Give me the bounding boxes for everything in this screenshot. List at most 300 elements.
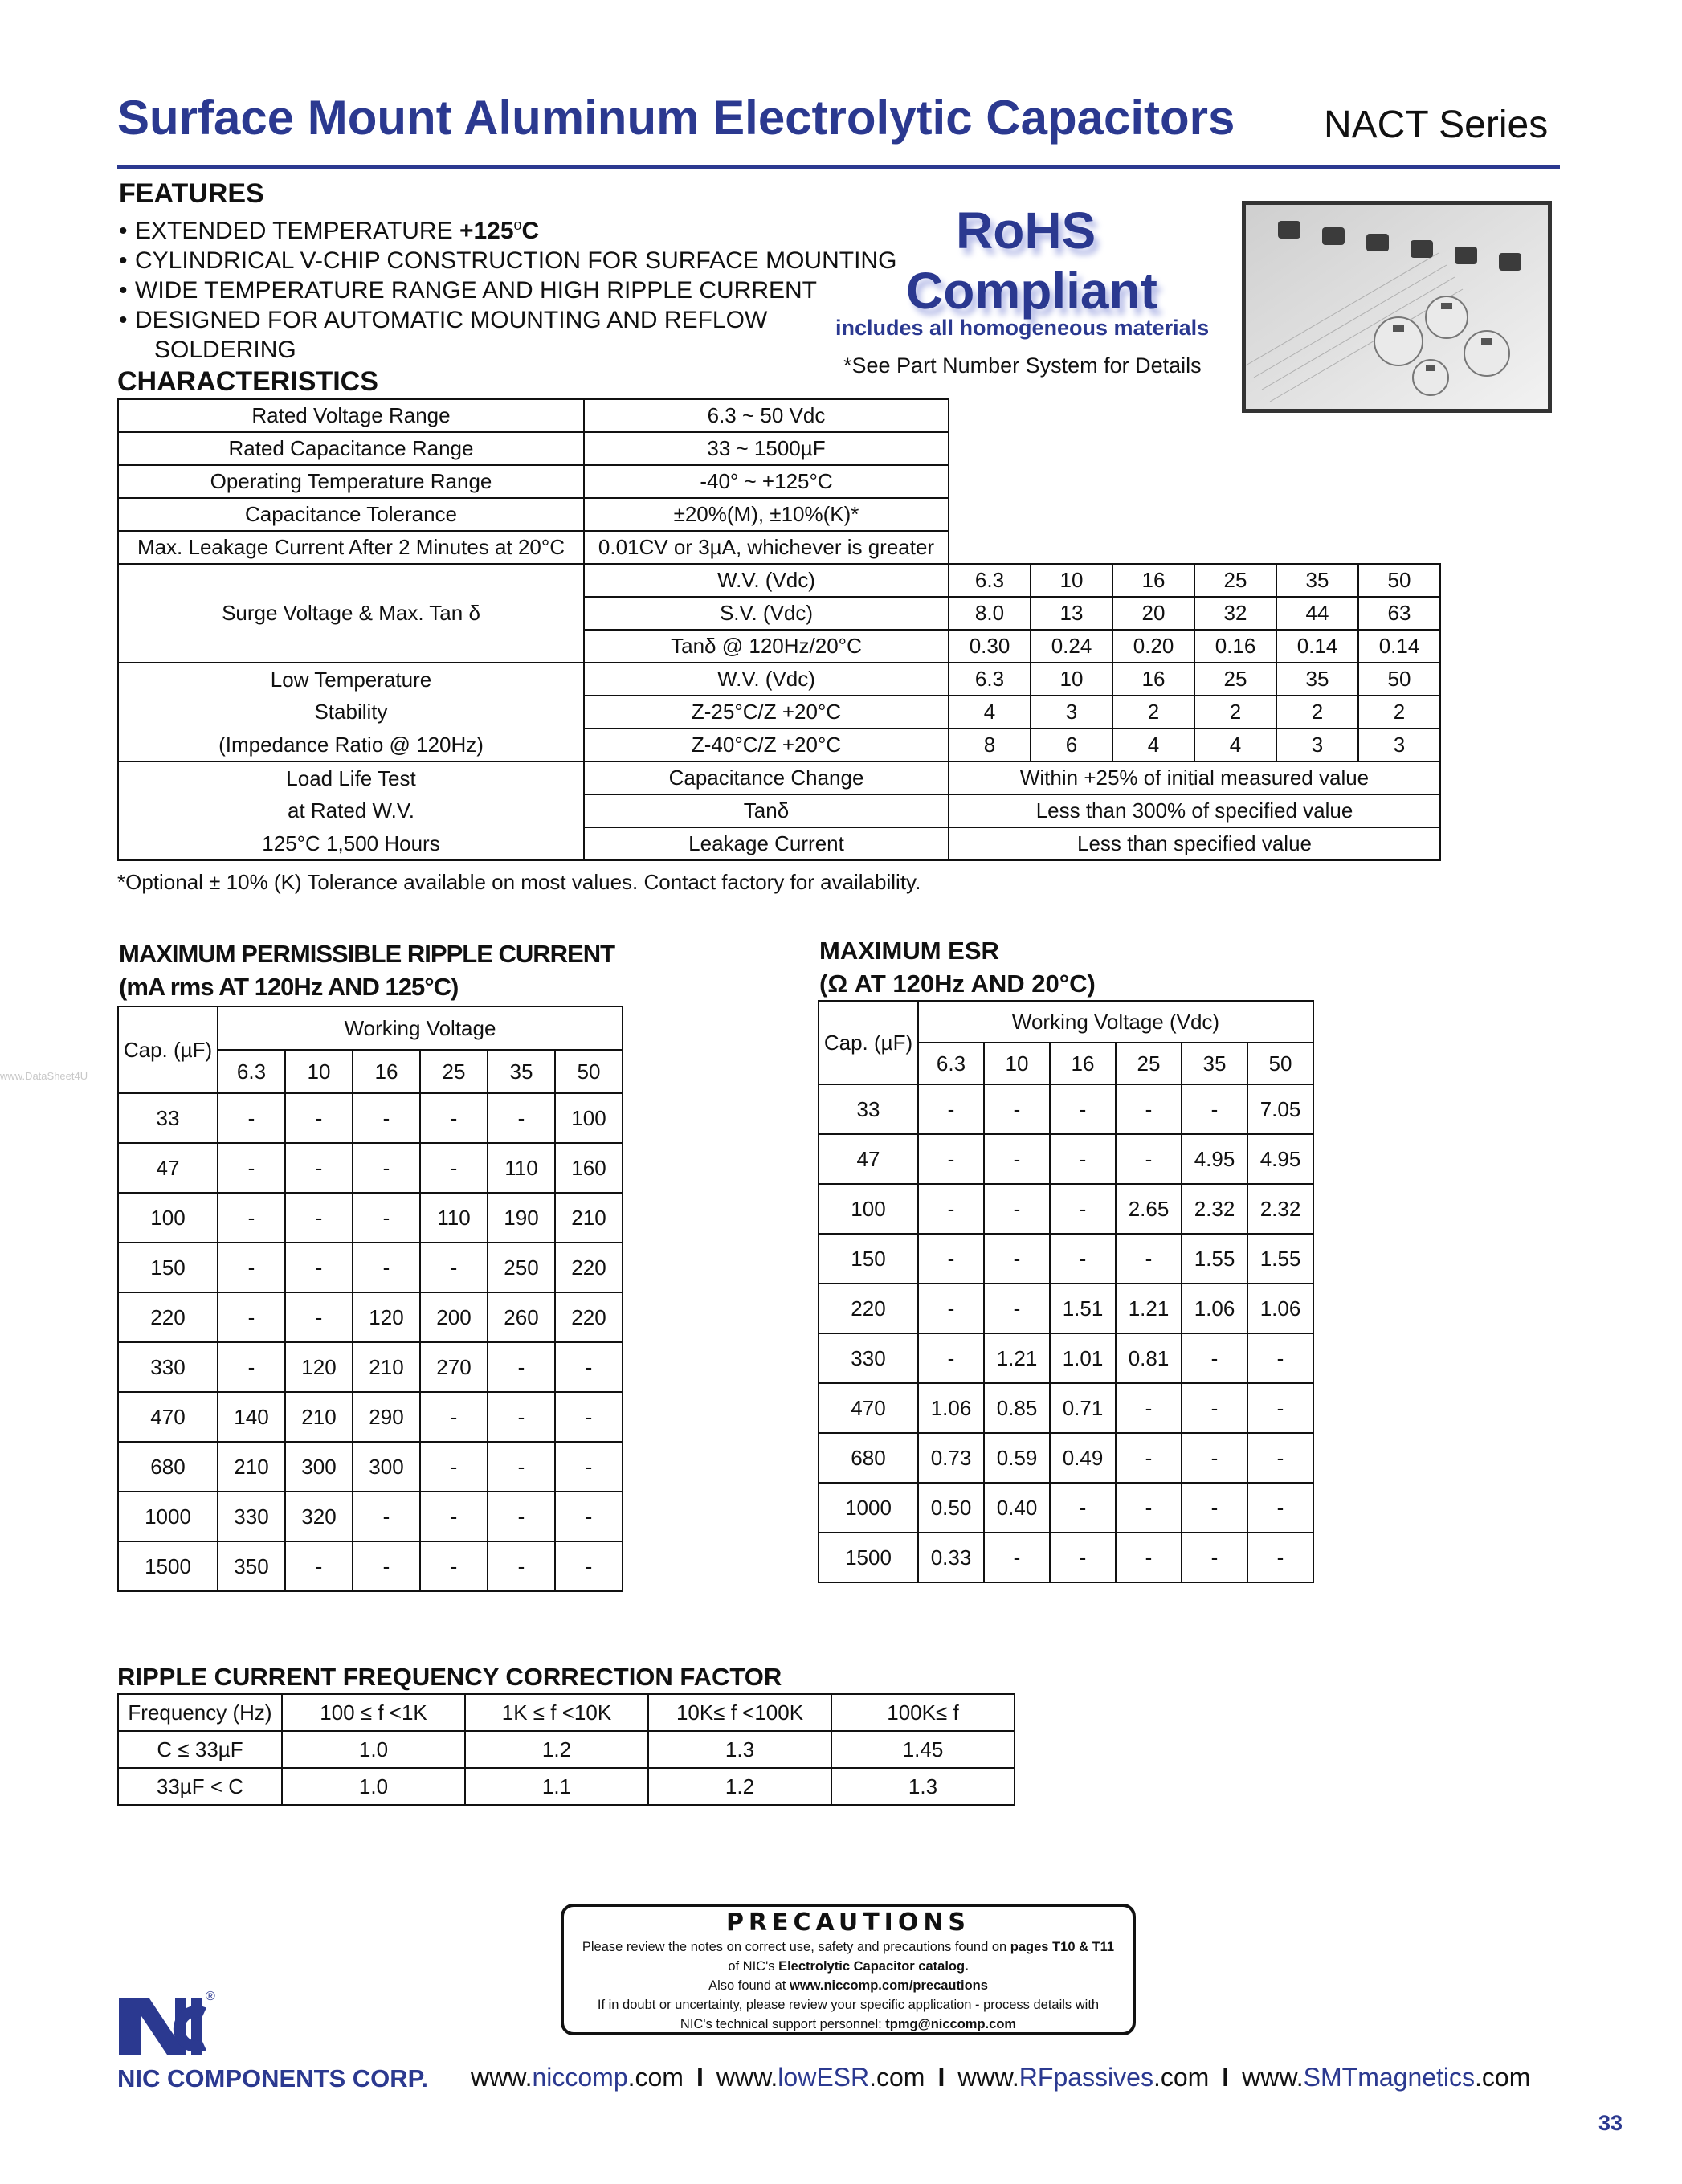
table-row: [118, 1143, 623, 1193]
cell: 210: [353, 1342, 420, 1392]
table-row: [118, 1392, 623, 1442]
ripple-heading: [119, 937, 614, 1003]
cell: 3: [1031, 696, 1112, 729]
cell: -: [285, 1292, 353, 1342]
cell: -: [285, 1541, 353, 1591]
cell: -: [218, 1093, 285, 1143]
cell: 1.2: [465, 1731, 648, 1768]
cell: C ≤ 33µF: [118, 1731, 282, 1768]
feature-item: • CYLINDRICAL V-CHIP CONSTRUCTION FOR SURFACE MOUNTING: [119, 247, 897, 274]
row-label: W.V. (Vdc): [584, 564, 949, 597]
char-value: 6.3 ~ 50 Vdc: [584, 399, 949, 432]
cell: -: [984, 1284, 1050, 1333]
cell: -: [218, 1143, 285, 1193]
cap-value: 220: [819, 1284, 918, 1333]
cell: 20: [1112, 597, 1194, 630]
cap-value: 33: [118, 1093, 218, 1143]
voltage-header: 16: [353, 1050, 420, 1093]
features-list: [119, 210, 896, 365]
cell: 160: [555, 1143, 623, 1193]
cell: 7.05: [1247, 1084, 1313, 1134]
cell: -: [1116, 1084, 1182, 1134]
voltage-header: 10: [984, 1043, 1050, 1084]
cell: 16: [1112, 663, 1194, 696]
cell: 50: [1358, 663, 1440, 696]
table-row: [819, 1333, 1313, 1383]
cell: -: [353, 1193, 420, 1243]
cell: 2: [1358, 696, 1440, 729]
cell: -: [353, 1093, 420, 1143]
cell: 44: [1276, 597, 1358, 630]
cell: 2: [1194, 696, 1276, 729]
cell: -: [555, 1392, 623, 1442]
voltage-header: 50: [1247, 1043, 1313, 1084]
cell: 4.95: [1247, 1134, 1313, 1184]
series-name: NACT Series: [1324, 104, 1549, 146]
cell: -: [918, 1284, 984, 1333]
cell: Less than specified value: [949, 827, 1440, 860]
cell: -: [420, 1541, 488, 1591]
feature-item: • EXTENDED TEMPERATURE $+125^oC$: [119, 217, 540, 244]
char-label: Capacitance Tolerance: [118, 498, 584, 531]
esr-table: [818, 1000, 1314, 1583]
table-row: [118, 1541, 623, 1591]
freq-header: 1K ≤ f <10K: [465, 1694, 648, 1731]
cell: 300: [285, 1442, 353, 1492]
cell: -: [1247, 1533, 1313, 1582]
precautions-line: Please review the notes on correct use, safety and precautions found on pages T10 & T11: [582, 1940, 1115, 1954]
precautions-line: Also found at www.niccomp.com/precautions: [708, 1978, 988, 1993]
table-row: [819, 1234, 1313, 1284]
table-row: [118, 1442, 623, 1492]
cell: -: [218, 1193, 285, 1243]
cap-value: 1000: [819, 1483, 918, 1533]
precautions-link[interactable]: www.niccomp.com/precautions: [789, 1978, 988, 1993]
cell: Within +25% of initial measured value: [949, 761, 1440, 794]
cell: 0.33: [918, 1533, 984, 1582]
char-label: Rated Voltage Range: [118, 399, 584, 432]
table-row: [118, 729, 1440, 761]
table-header-row: [118, 1006, 623, 1050]
cell: -: [285, 1143, 353, 1193]
row-label: Z-25°C/Z +20°C: [584, 696, 949, 729]
cell: -: [555, 1442, 623, 1492]
cell: -: [1116, 1533, 1182, 1582]
table-row: [118, 794, 1440, 827]
cell: 13: [1031, 597, 1112, 630]
cell: 1.51: [1050, 1284, 1116, 1333]
footer-link-lowesr[interactable]: www.lowESR.com: [716, 2063, 925, 2092]
table-row: [118, 1093, 623, 1143]
cell: -: [1050, 1184, 1116, 1234]
cell: 6: [1031, 729, 1112, 761]
row-label: Leakage Current: [584, 827, 949, 860]
table-row: [118, 564, 1440, 597]
char-label: 125°C 1,500 Hours: [118, 827, 584, 860]
precautions-line: of NIC's Electrolytic Capacitor catalog.: [728, 1959, 969, 1974]
esr-heading-line1: MAXIMUM ESR: [819, 937, 999, 965]
cap-value: 470: [819, 1383, 918, 1433]
cell: 2.65: [1116, 1184, 1182, 1234]
cell: -: [1182, 1483, 1247, 1533]
cell: 1.2: [648, 1768, 831, 1805]
cell: -: [488, 1093, 555, 1143]
precautions-box: [561, 1904, 1136, 2035]
cell: 110: [488, 1143, 555, 1193]
cell: -: [488, 1492, 555, 1541]
cap-value: 150: [118, 1243, 218, 1292]
cell: -: [353, 1492, 420, 1541]
table-row: [118, 1193, 623, 1243]
cell: 50: [1358, 564, 1440, 597]
cap-header: Cap. (µF): [819, 1001, 918, 1084]
cell: 0.14: [1276, 630, 1358, 663]
voltage-header: 35: [1182, 1043, 1247, 1084]
link-separator: I: [1222, 2063, 1230, 2092]
freq-header: 10K≤ f <100K: [648, 1694, 831, 1731]
cell: 1.1: [465, 1768, 648, 1805]
cap-value: 680: [118, 1442, 218, 1492]
row-label: W.V. (Vdc): [584, 663, 949, 696]
cell: -: [488, 1342, 555, 1392]
features-heading: FEATURES: [119, 178, 264, 209]
cell: 16: [1112, 564, 1194, 597]
table-row: [118, 1492, 623, 1541]
table-row: [819, 1383, 1313, 1433]
cell: -: [1247, 1383, 1313, 1433]
char-label: (Impedance Ratio @ 120Hz): [118, 729, 584, 761]
table-row: [118, 531, 1440, 564]
cell: -: [1116, 1134, 1182, 1184]
cap-value: 1500: [118, 1541, 218, 1591]
cell: 2: [1276, 696, 1358, 729]
cap-value: 1000: [118, 1492, 218, 1541]
characteristics-heading: CHARACTERISTICS: [117, 366, 378, 397]
cell: 1.06: [918, 1383, 984, 1433]
cell: -: [1182, 1383, 1247, 1433]
cap-header: Cap. (µF): [118, 1006, 218, 1093]
table-row: [118, 761, 1440, 794]
cell: 1.0: [282, 1731, 465, 1768]
footer-link-rfpassives[interactable]: www.RFpassives.com: [957, 2063, 1210, 2092]
voltage-header: 35: [488, 1050, 555, 1093]
cell: 320: [285, 1492, 353, 1541]
cell: -: [918, 1333, 984, 1383]
cell: 190: [488, 1193, 555, 1243]
cell: 100: [555, 1093, 623, 1143]
row-label: S.V. (Vdc): [584, 597, 949, 630]
char-value: 33 ~ 1500µF: [584, 432, 949, 465]
table-row: [118, 1342, 623, 1392]
cell: -: [488, 1442, 555, 1492]
cell: -: [1050, 1234, 1116, 1284]
cell: Less than 300% of specified value: [949, 794, 1440, 827]
cell: 1.55: [1182, 1234, 1247, 1284]
table-row: [118, 498, 1440, 531]
company-name: NIC COMPONENTS CORP.: [117, 2064, 428, 2092]
cell: 210: [555, 1193, 623, 1243]
cell: 1.55: [1247, 1234, 1313, 1284]
cell: -: [918, 1084, 984, 1134]
table-row: [118, 432, 1440, 465]
char-label: at Rated W.V.: [118, 794, 584, 827]
row-label: Z-40°C/Z +20°C: [584, 729, 949, 761]
cell: -: [420, 1442, 488, 1492]
cap-value: 330: [118, 1342, 218, 1392]
footer-link-niccomp[interactable]: www.niccomp.com: [471, 2063, 684, 2092]
cell: 140: [218, 1392, 285, 1442]
cell: -: [555, 1541, 623, 1591]
link-separator: I: [937, 2063, 945, 2092]
title-divider: [117, 165, 1560, 169]
table-row: [118, 696, 1440, 729]
table-row: [118, 827, 1440, 860]
cell: -: [918, 1234, 984, 1284]
cell: -: [1182, 1433, 1247, 1483]
footer-link-smtmagnetics[interactable]: www.SMTmagnetics.com: [1242, 2063, 1531, 2092]
cell: -: [218, 1243, 285, 1292]
cell: -: [1050, 1134, 1116, 1184]
cell: 0.71: [1050, 1383, 1116, 1433]
char-label: Stability: [118, 696, 584, 729]
wv-header: Working Voltage: [218, 1006, 623, 1050]
optional-tolerance-note: *Optional ± 10% (K) Tolerance available on most values. Contact factory for availability.: [117, 870, 921, 894]
cell: -: [984, 1084, 1050, 1134]
cell: -: [1116, 1234, 1182, 1284]
table-header-row: [819, 1001, 1313, 1043]
rohs-subtitle: includes all homogeneous materials: [835, 316, 1210, 340]
nic-logo-mark: [117, 1989, 222, 2055]
cell: -: [285, 1193, 353, 1243]
cell: -: [984, 1184, 1050, 1234]
cell: -: [420, 1093, 488, 1143]
cell: 120: [353, 1292, 420, 1342]
cell: 0.85: [984, 1383, 1050, 1433]
cell: 210: [285, 1392, 353, 1442]
cell: 300: [353, 1442, 420, 1492]
cell: 33µF < C: [118, 1768, 282, 1805]
cell: 8: [949, 729, 1031, 761]
esr-heading: [819, 934, 1096, 1000]
table-row: [819, 1483, 1313, 1533]
cell: 0.20: [1112, 630, 1194, 663]
row-label: Tanδ: [584, 794, 949, 827]
page-title: Surface Mount Aluminum Electrolytic Capacitors: [117, 91, 1235, 145]
capacitor-illustration: [1246, 205, 1548, 409]
cap-value: 220: [118, 1292, 218, 1342]
cell: 6.3: [949, 564, 1031, 597]
cell: -: [1247, 1433, 1313, 1483]
precautions-line: NIC's technical support personnel: tpmg@niccomp.com: [680, 2017, 1017, 2031]
cell: -: [1116, 1483, 1182, 1533]
cell: 1.3: [648, 1731, 831, 1768]
cell: 1.3: [831, 1768, 1015, 1805]
cell: 120: [285, 1342, 353, 1392]
cell: 0.49: [1050, 1433, 1116, 1483]
cell: 4: [1112, 729, 1194, 761]
ripple-current-table: [117, 1006, 623, 1592]
table-row: [819, 1184, 1313, 1234]
frequency-correction-table: [117, 1693, 1015, 1806]
frequency-heading: RIPPLE CURRENT FREQUENCY CORRECTION FACTOR: [117, 1663, 782, 1691]
cell: 3: [1276, 729, 1358, 761]
cell: -: [918, 1184, 984, 1234]
table-row: [819, 1533, 1313, 1582]
rohs-title: RoHS: [956, 202, 1096, 259]
cell: -: [353, 1243, 420, 1292]
cell: 110: [420, 1193, 488, 1243]
cell: 220: [555, 1243, 623, 1292]
table-row: [118, 465, 1440, 498]
cap-value: 1500: [819, 1533, 918, 1582]
esr-body: [819, 1084, 1313, 1582]
cell: 4: [949, 696, 1031, 729]
cell: -: [1050, 1084, 1116, 1134]
cap-value: 47: [118, 1143, 218, 1193]
cell: 10: [1031, 663, 1112, 696]
cell: 0.24: [1031, 630, 1112, 663]
watermark: www.DataSheet4U: [0, 1070, 88, 1082]
support-email-link[interactable]: tpmg@niccomp.com: [885, 2017, 1017, 2031]
cell: 0.14: [1358, 630, 1440, 663]
cell: -: [1182, 1533, 1247, 1582]
cell: 0.81: [1116, 1333, 1182, 1383]
cell: 270: [420, 1342, 488, 1392]
char-label: Load Life Test: [118, 761, 584, 794]
cell: -: [420, 1492, 488, 1541]
cell: 290: [353, 1392, 420, 1442]
cap-value: 330: [819, 1333, 918, 1383]
precautions-title: PRECAUTIONS: [725, 1908, 971, 1937]
cell: -: [1116, 1433, 1182, 1483]
cell: -: [1116, 1383, 1182, 1433]
cell: 35: [1276, 663, 1358, 696]
freq-header: 100 ≤ f <1K: [282, 1694, 465, 1731]
row-label: Capacitance Change: [584, 761, 949, 794]
cap-value: 470: [118, 1392, 218, 1442]
ripple-body: [118, 1093, 623, 1591]
cell: -: [1247, 1333, 1313, 1383]
cell: -: [918, 1134, 984, 1184]
cap-value: 47: [819, 1134, 918, 1184]
cell: 330: [218, 1492, 285, 1541]
cell: -: [1050, 1533, 1116, 1582]
cell: 200: [420, 1292, 488, 1342]
cap-value: 100: [118, 1193, 218, 1243]
precautions-line: If in doubt or uncertainty, please review your specific application - process details with: [597, 1998, 1100, 2012]
cell: 1.45: [831, 1731, 1015, 1768]
cell: -: [984, 1234, 1050, 1284]
cell: 1.0: [282, 1768, 465, 1805]
cell: -: [1247, 1483, 1313, 1533]
cell: 0.50: [918, 1483, 984, 1533]
table-row: [118, 1243, 623, 1292]
cell: -: [353, 1541, 420, 1591]
cell: -: [1050, 1483, 1116, 1533]
cell: -: [1182, 1333, 1247, 1383]
table-row: [118, 1768, 1015, 1805]
cell: -: [984, 1134, 1050, 1184]
product-photo: [1242, 201, 1552, 413]
cell: 1.06: [1182, 1284, 1247, 1333]
ripple-heading-line1: MAXIMUM PERMISSIBLE RIPPLE CURRENT: [119, 940, 615, 968]
cell: 1.21: [1116, 1284, 1182, 1333]
char-label: Surge Voltage & Max. Tan δ: [118, 564, 584, 663]
table-row: [819, 1433, 1313, 1483]
char-label: Operating Temperature Range: [118, 465, 584, 498]
table-row: [118, 663, 1440, 696]
cap-value: 100: [819, 1184, 918, 1234]
voltage-header: 50: [555, 1050, 623, 1093]
cell: 220: [555, 1292, 623, 1342]
cell: 250: [488, 1243, 555, 1292]
cell: 2: [1112, 696, 1194, 729]
cap-value: 33: [819, 1084, 918, 1134]
cell: 260: [488, 1292, 555, 1342]
part-number-note: *See Part Number System for Details: [843, 353, 1202, 378]
cell: 8.0: [949, 597, 1031, 630]
table-row: [118, 399, 1440, 432]
cell: -: [488, 1541, 555, 1591]
cell: 0.16: [1194, 630, 1276, 663]
cell: -: [218, 1292, 285, 1342]
freq-header: Frequency (Hz): [118, 1694, 282, 1731]
cell: 1.06: [1247, 1284, 1313, 1333]
cell: 1.21: [984, 1333, 1050, 1383]
char-value: ±20%(M), ±10%(K)*: [584, 498, 949, 531]
cell: 32: [1194, 597, 1276, 630]
table-row: [118, 1292, 623, 1342]
esr-heading-line2: (Ω AT 120Hz AND 20°C): [819, 970, 1096, 998]
link-separator: I: [696, 2063, 704, 2092]
cell: -: [984, 1533, 1050, 1582]
cell: 210: [218, 1442, 285, 1492]
cell: 4.95: [1182, 1134, 1247, 1184]
cell: -: [353, 1143, 420, 1193]
nic-logo: [117, 1989, 222, 2055]
rohs-compliant: Compliant: [906, 262, 1157, 320]
cap-value: 680: [819, 1433, 918, 1483]
cell: -: [285, 1243, 353, 1292]
char-label: Low Temperature: [118, 663, 584, 696]
voltage-header: 25: [420, 1050, 488, 1093]
cell: 25: [1194, 663, 1276, 696]
cell: 25: [1194, 564, 1276, 597]
char-label: Rated Capacitance Range: [118, 432, 584, 465]
char-value: 0.01CV or 3µA, whichever is greater: [584, 531, 949, 564]
cell: 35: [1276, 564, 1358, 597]
table-row: [819, 1134, 1313, 1184]
voltage-header: 10: [285, 1050, 353, 1093]
cell: 6.3: [949, 663, 1031, 696]
cell: 350: [218, 1541, 285, 1591]
cell: 0.59: [984, 1433, 1050, 1483]
voltage-header: 16: [1050, 1043, 1116, 1084]
voltage-header: 6.3: [218, 1050, 285, 1093]
table-row: [118, 1731, 1015, 1768]
voltage-header: 25: [1116, 1043, 1182, 1084]
cell: -: [285, 1093, 353, 1143]
voltage-header: 6.3: [918, 1043, 984, 1084]
table-header-row: [118, 1694, 1015, 1731]
ripple-heading-line2: (mA rms AT 120Hz AND 125°C): [119, 973, 459, 1001]
char-value: -40° ~ +125°C: [584, 465, 949, 498]
cell: 10: [1031, 564, 1112, 597]
cell: 0.30: [949, 630, 1031, 663]
table-row: [819, 1284, 1313, 1333]
cell: -: [555, 1492, 623, 1541]
feature-item: • WIDE TEMPERATURE RANGE AND HIGH RIPPLE CURRENT: [119, 277, 817, 304]
